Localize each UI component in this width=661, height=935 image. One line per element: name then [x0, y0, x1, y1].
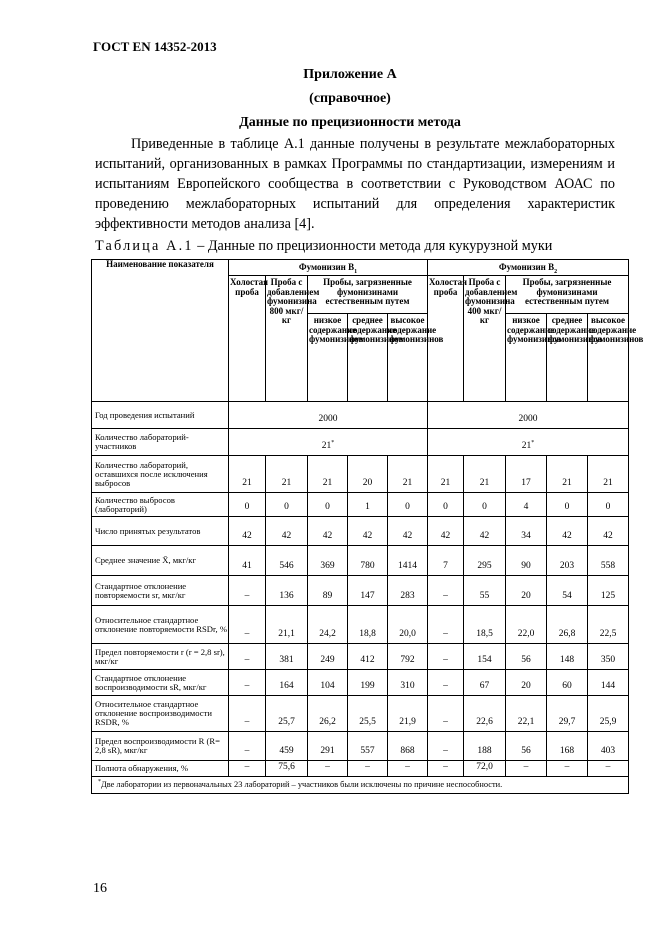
table-cell: – — [428, 576, 464, 606]
high-header-b1: высокое содержание фумонизинов — [388, 314, 428, 402]
table-cell: 22,6 — [464, 696, 506, 732]
table-cell: 25,5 — [348, 696, 388, 732]
table-cell: 42 — [428, 517, 464, 546]
table-cell: – — [428, 761, 464, 777]
group-b1-header — [229, 260, 428, 276]
natural-header-b2: Пробы, загрязненные фумонизинами естественным путем — [506, 276, 629, 314]
table-cell: 21,1 — [266, 606, 308, 644]
footnote-mark: * — [331, 440, 335, 447]
table-cell: – — [229, 576, 266, 606]
table-cell: 0 — [588, 493, 629, 517]
table-cell: 148 — [547, 644, 588, 670]
table-cell: – — [506, 761, 547, 777]
table-cell: 21 — [588, 456, 629, 493]
row-label: Относительное стандартное отклонение воспроизводимости RSDR, % — [92, 696, 229, 732]
table-cell: 868 — [388, 732, 428, 761]
table-cell: 125 — [588, 576, 629, 606]
table-cell: 42 — [388, 517, 428, 546]
blank-sample-header-b1: Холостая проба — [229, 276, 266, 402]
table-cell: – — [229, 761, 266, 777]
table-row — [92, 517, 629, 546]
table-cell: 42 — [464, 517, 506, 546]
row-label: Предел повторяемости r (r = 2,8 sr), мкг/кг — [92, 644, 229, 670]
table-cell: 0 — [388, 493, 428, 517]
table-cell: 21 — [308, 456, 348, 493]
table-cell: 7 — [428, 546, 464, 576]
table-cell: 188 — [464, 732, 506, 761]
table-cell: 21 — [229, 456, 266, 493]
table-row — [92, 732, 629, 761]
table-cell: 42 — [547, 517, 588, 546]
table-cell: 22,1 — [506, 696, 547, 732]
table-cell: 56 — [506, 644, 547, 670]
table-cell: 22,0 — [506, 606, 547, 644]
footnote-mark: * — [98, 779, 101, 786]
table-cell: – — [547, 761, 588, 777]
low-header-b2: низкое содержание фумонизинов — [506, 314, 547, 402]
year-b1: 2000 — [229, 402, 428, 429]
row-label: Количество лабораторий, оставшихся после исключения выбросов — [92, 456, 229, 493]
table-cell: 42 — [229, 517, 266, 546]
table-row — [92, 644, 629, 670]
table-row — [92, 696, 629, 732]
table-row — [92, 493, 629, 517]
data-rows — [92, 456, 629, 777]
table-cell: 20,0 — [388, 606, 428, 644]
medium-header-b2: среднее содержание фумонизинов — [547, 314, 588, 402]
table-cell: 792 — [388, 644, 428, 670]
table-cell: 55 — [464, 576, 506, 606]
row-label: Стандартное отклонение воспроизводимости sR, мкг/кг — [92, 670, 229, 696]
table-cell: 18,5 — [464, 606, 506, 644]
table-cell: 0 — [464, 493, 506, 517]
table-cell: 42 — [308, 517, 348, 546]
table-cell: – — [428, 732, 464, 761]
participants-b1-value: 21 — [321, 441, 332, 452]
table-cell: 0 — [266, 493, 308, 517]
table-cell: 34 — [506, 517, 547, 546]
table-cell: 283 — [388, 576, 428, 606]
table-cell: 168 — [547, 732, 588, 761]
table-cell: 369 — [308, 546, 348, 576]
table-row — [92, 670, 629, 696]
intro-paragraph — [95, 134, 615, 234]
table-cell: 144 — [588, 670, 629, 696]
table-cell: 25,9 — [588, 696, 629, 732]
year-b2: 2000 — [428, 402, 629, 429]
table-cell: 67 — [464, 670, 506, 696]
table-cell: 546 — [266, 546, 308, 576]
table-cell: 21 — [428, 456, 464, 493]
table-cell: 0 — [428, 493, 464, 517]
table-cell: – — [308, 761, 348, 777]
table-cell: 310 — [388, 670, 428, 696]
table-cell: 54 — [547, 576, 588, 606]
table-cell: 56 — [506, 732, 547, 761]
table-cell: – — [229, 732, 266, 761]
table-cell: 21 — [547, 456, 588, 493]
table-cell: 20 — [348, 456, 388, 493]
table-cell: 203 — [547, 546, 588, 576]
standard-code: ГОСТ EN 14352-2013 — [93, 39, 217, 54]
table-cell: 459 — [266, 732, 308, 761]
low-header-b1: низкое содержание фумонизинов — [308, 314, 348, 402]
row-label: Количество лабораторий-участников — [92, 429, 229, 456]
row-label: Стандартное отклонение повторяемости sr, мкг/кг — [92, 576, 229, 606]
table-cell: 0 — [308, 493, 348, 517]
row-label: Количество выбросов (лабораторий) — [92, 493, 229, 517]
table-cell: 4 — [506, 493, 547, 517]
table-cell: 25,7 — [266, 696, 308, 732]
natural-header-b1: Пробы, загрязненные фумонизинами естественным путем — [308, 276, 428, 314]
blank-sample-header-b2: Холостая проба — [428, 276, 464, 402]
table-cell: 72,0 — [464, 761, 506, 777]
footnote-text: Две лаборатории из первоначальных 23 лабораторий – участников были исключены по причине неспособности. — [101, 780, 503, 789]
table-cell: 164 — [266, 670, 308, 696]
medium-header-b1: среднее содержание фумонизинов — [348, 314, 388, 402]
participants-b1 — [229, 429, 428, 456]
table-cell: 1414 — [388, 546, 428, 576]
table-cell: 199 — [348, 670, 388, 696]
row-label: Предел воспроизводимости R (R= 2,8 sR), мкг/кг — [92, 732, 229, 761]
footnote-mark: * — [531, 440, 535, 447]
appendix-title: Приложение А — [303, 67, 397, 82]
table-cell: 1 — [348, 493, 388, 517]
group-b1-sub: 1 — [354, 268, 358, 275]
table-cell: 20 — [506, 576, 547, 606]
table-row-year — [92, 402, 629, 429]
page-number: 16 — [93, 881, 107, 896]
table-cell: – — [428, 670, 464, 696]
table-cell: 381 — [266, 644, 308, 670]
participants-b2 — [428, 429, 629, 456]
table-cell: 29,7 — [547, 696, 588, 732]
table-cell: 90 — [506, 546, 547, 576]
table-caption-text: – Данные по прецизионности метода для кукурузной муки — [193, 238, 553, 254]
group-b2-label: Фумонизин B — [498, 261, 555, 272]
table-cell: – — [428, 606, 464, 644]
table-cell: 75,6 — [266, 761, 308, 777]
table-row — [92, 456, 629, 493]
group-b1-label: Фумонизин B — [298, 261, 355, 272]
table-cell: 89 — [308, 576, 348, 606]
table-cell: 154 — [464, 644, 506, 670]
table-cell: 249 — [308, 644, 348, 670]
row-label: Среднее значение X̄, мкг/кг — [92, 546, 229, 576]
group-b2-sub: 2 — [554, 268, 558, 275]
table-cell: 20 — [506, 670, 547, 696]
table-cell: 780 — [348, 546, 388, 576]
table-cell: 26,2 — [308, 696, 348, 732]
table-cell: – — [348, 761, 388, 777]
row-label: Год проведения испытаний — [92, 402, 229, 429]
table-cell: 21 — [388, 456, 428, 493]
table-cell: – — [388, 761, 428, 777]
appendix-heading: Данные по прецизионности метода — [239, 115, 461, 130]
table-cell: 291 — [308, 732, 348, 761]
table-cell: 18,8 — [348, 606, 388, 644]
table-caption — [95, 238, 552, 255]
table-cell: 42 — [588, 517, 629, 546]
table-cell: 403 — [588, 732, 629, 761]
group-b2-header — [428, 260, 629, 276]
table-cell: 24,2 — [308, 606, 348, 644]
table-cell: 17 — [506, 456, 547, 493]
row-label: Относительное стандартное отклонение повторяемости RSDr, % — [92, 606, 229, 644]
table-cell: 21,9 — [388, 696, 428, 732]
table-cell: 558 — [588, 546, 629, 576]
table-cell: – — [229, 696, 266, 732]
spiked-sample-header-b2: Проба с добавлением фумонизина 400 мкг/кг — [464, 276, 506, 402]
intro-text: Приведенные в таблице А.1 данные получены в результате межлабораторных испытаний, организованных в рамках Программы по стандартизации, измерениям и испытаниям Европейского сообщества в соответствии с Руководством АОАС по проведению межлабораторных испытаний для определения характеристик эффективности методов анализа [4]. — [95, 136, 615, 232]
high-header-b2: высокое содержание фумонизинов — [588, 314, 629, 402]
table-cell: – — [588, 761, 629, 777]
table-row — [92, 546, 629, 576]
table-row — [92, 761, 629, 777]
table-cell: 21 — [266, 456, 308, 493]
table-cell: 41 — [229, 546, 266, 576]
appendix-type: (справочное) — [309, 91, 391, 106]
table-cell: 147 — [348, 576, 388, 606]
table-cell: 22,5 — [588, 606, 629, 644]
table-cell: – — [428, 644, 464, 670]
table-cell: 557 — [348, 732, 388, 761]
table-cell: – — [229, 606, 266, 644]
table-cell: 295 — [464, 546, 506, 576]
table-cell: – — [229, 670, 266, 696]
table-cell: 350 — [588, 644, 629, 670]
table-cell: – — [428, 696, 464, 732]
table-row — [92, 576, 629, 606]
table-cell: 42 — [266, 517, 308, 546]
table-cell: 42 — [348, 517, 388, 546]
table-cell: 21 — [464, 456, 506, 493]
table-footnote — [92, 777, 629, 794]
table-row — [92, 606, 629, 644]
spiked-sample-header-b1: Проба с добавлением фумонизина 800 мкг/кг — [266, 276, 308, 402]
table-cell: 60 — [547, 670, 588, 696]
table-cell: 412 — [348, 644, 388, 670]
row-label: Полнота обнаружения, % — [92, 761, 229, 777]
table-cell: – — [229, 644, 266, 670]
table-footnote-row — [92, 777, 629, 794]
table-cell: 136 — [266, 576, 308, 606]
table-cell: 0 — [229, 493, 266, 517]
table-cell: 0 — [547, 493, 588, 517]
table-cell: 26,8 — [547, 606, 588, 644]
table-row-participants — [92, 429, 629, 456]
table-caption-label: Таблица А.1 — [95, 238, 194, 254]
row-label: Число принятых результатов — [92, 517, 229, 546]
participants-b2-value: 21 — [521, 441, 532, 452]
precision-table — [91, 259, 644, 794]
indicator-header: Наименование показателя — [92, 260, 229, 402]
table-cell: 104 — [308, 670, 348, 696]
